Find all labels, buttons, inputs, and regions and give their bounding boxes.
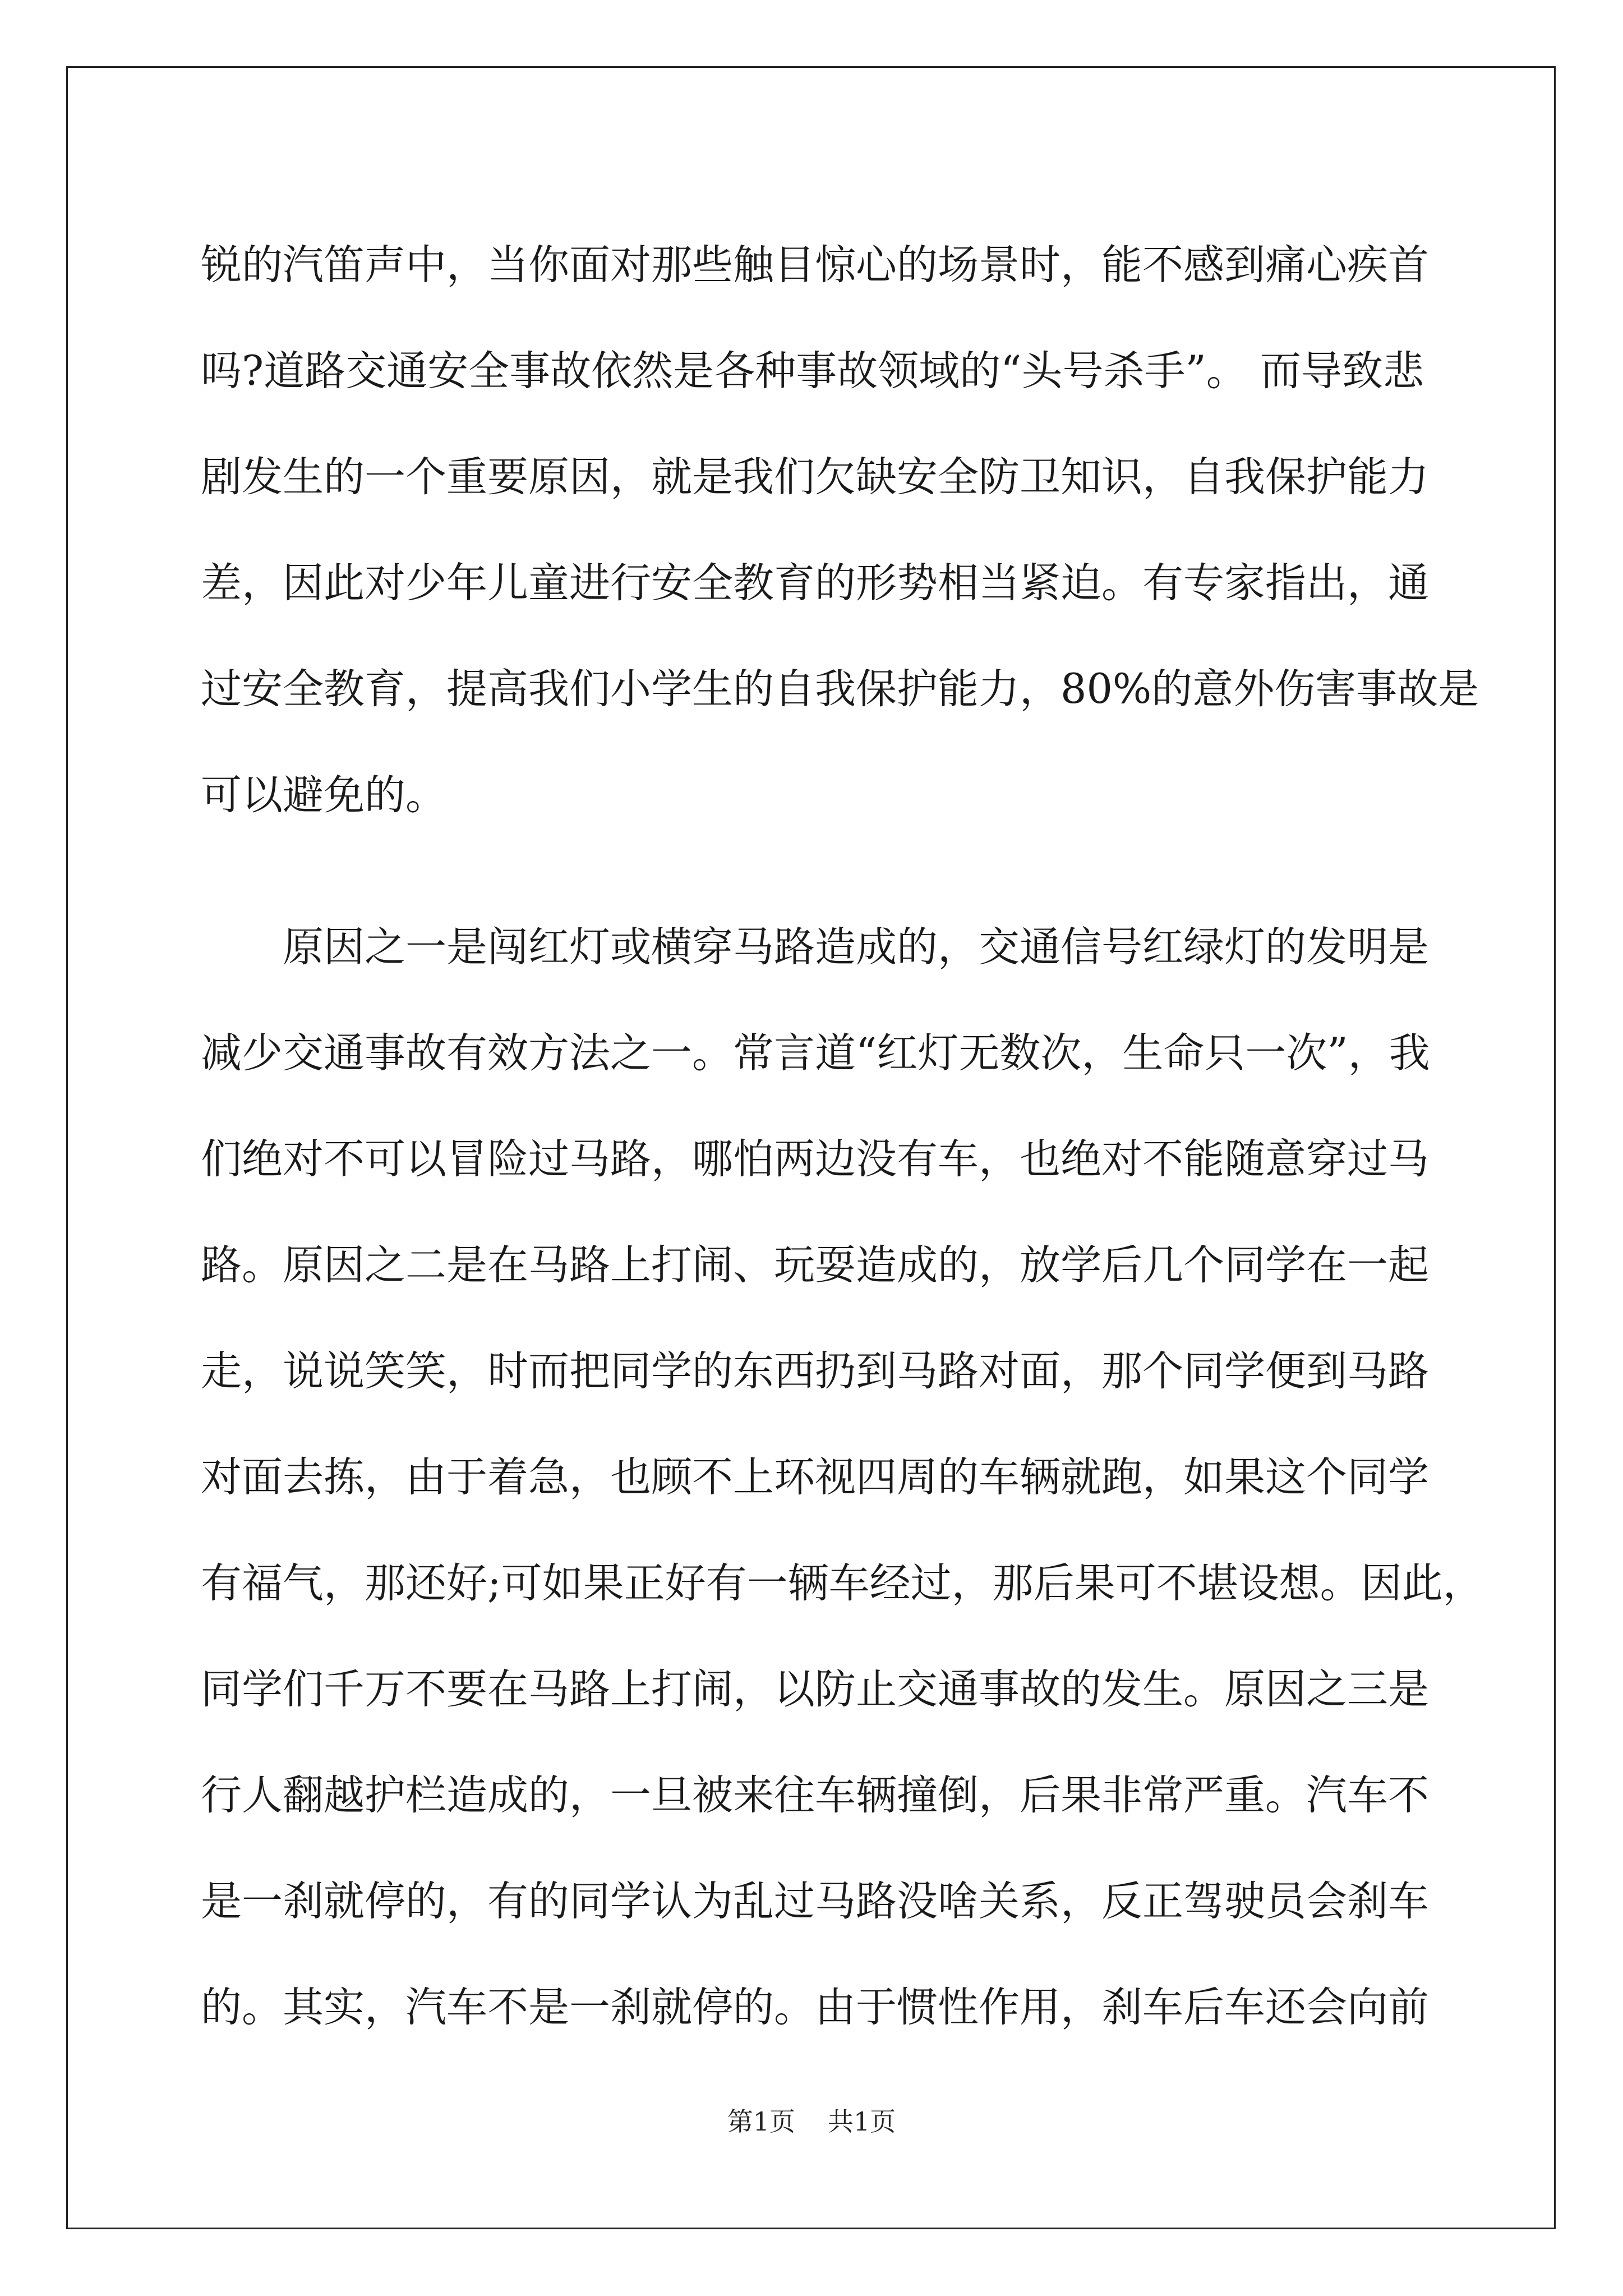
page-footer [0,2105,1623,2138]
text-line: 原因之一是闯红灯或横穿马路造成的，交通信号红绿灯的发明是 [283,923,1429,971]
page-number: 第1页 [727,2106,795,2137]
text-line: 路。原因之二是在马路上打闹、玩耍造成的，放学后几个同学在一起 [201,1241,1429,1289]
text-line: 减少交通事故有效方法之一。常言道“红灯无数次，生命只一次”，我 [201,1029,1430,1077]
text-line: 们绝对不可以冒险过马路，哪怕两边没有车，也绝对不能随意穿过马 [201,1135,1429,1183]
text-line: 有福气，那还好;可如果正好有一辆车经过，那后果可不堪设想。因此， [201,1559,1484,1607]
paragraph-1 [201,212,1479,848]
paragraph-gap [201,848,1422,894]
text-line: 是一刹就停的，有的同学认为乱过马路没啥关系，反正驾驶员会刹车 [201,1878,1429,1925]
text-line: 同学们千万不要在马路上打闹，以防止交通事故的发生。原因之三是 [201,1665,1429,1713]
text-line: 锐的汽笛声中，当你面对那些触目惊心的场景时，能不感到痛心疾首 [201,241,1429,289]
text-line: 的。其实，汽车不是一刹就停的。由于惯性作用，刹车后车还会向前 [201,1984,1429,2031]
text-line: 吗?道路交通安全事故依然是各种事故领域的“头号杀手”。 而导致悲 [201,347,1424,395]
text-line: 对面去拣，由于着急，也顾不上环视四周的车辆就跑，如果这个同学 [201,1453,1429,1501]
paragraph-2 [201,894,1484,2060]
text-line: 行人翻越护栏造成的，一旦被来往车辆撞倒，后果非常严重。汽车不 [201,1772,1429,1819]
page-total: 共1页 [828,2106,896,2137]
text-line: 可以避免的。 [201,771,446,819]
document-body [201,212,1484,2060]
text-line: 差，因此对少年儿童进行安全教育的形势相当紧迫。有专家指出，通 [201,559,1429,607]
text-line: 剧发生的一个重要原因，就是我们欠缺安全防卫知识，自我保护能力 [201,453,1429,501]
text-line: 过安全教育，提高我们小学生的自我保护能力，80%的意外伤害事故是 [201,665,1479,713]
text-line: 走，说说笑笑，时而把同学的东西扔到马路对面，那个同学便到马路 [201,1347,1429,1395]
